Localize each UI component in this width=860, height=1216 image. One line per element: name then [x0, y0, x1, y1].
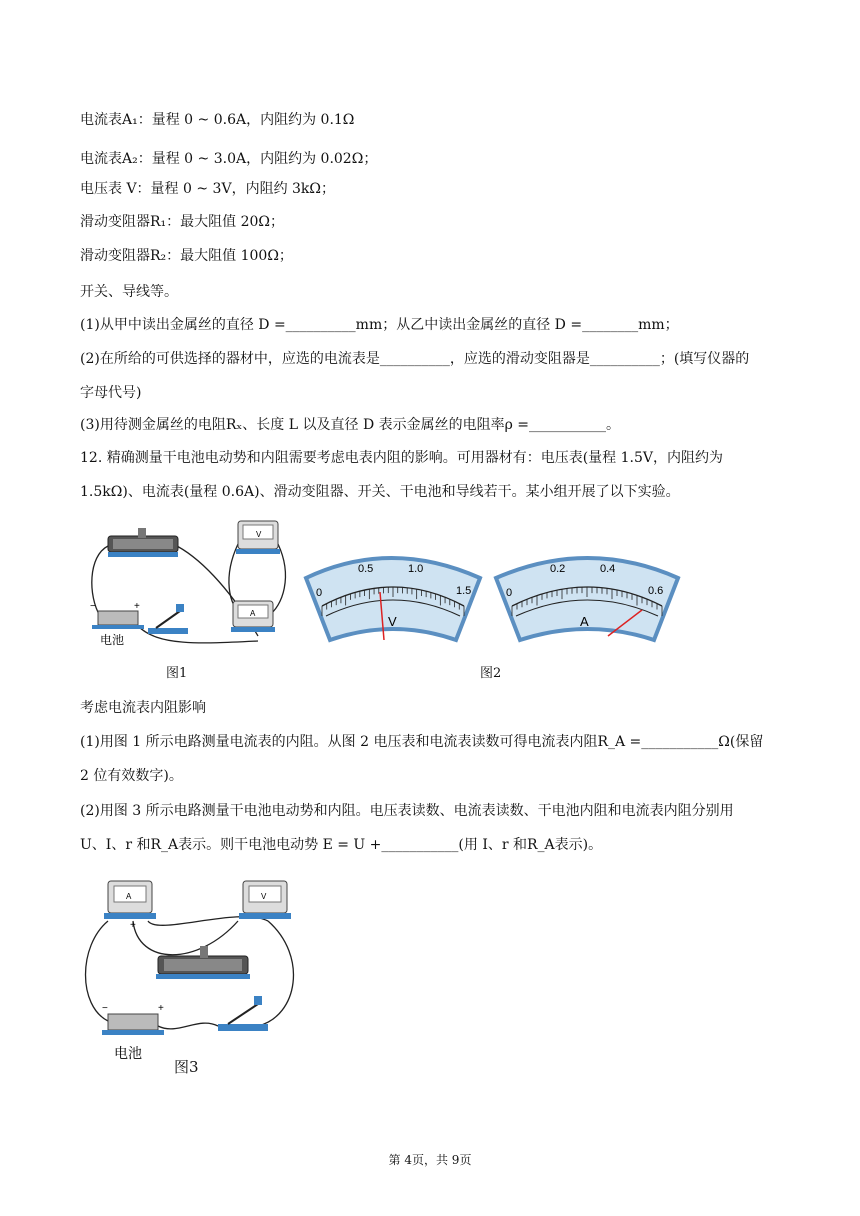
figure-1-caption: 图1 — [166, 666, 188, 681]
voltmeter-unit: V — [388, 614, 397, 629]
question-1: (1)从甲中读出金属丝的直径 D =__________mm；从乙中读出金属丝的直径 D =________mm； — [80, 317, 679, 333]
fig3-voltmeter-face: V — [261, 892, 267, 901]
sub-question-2-line1: (2)用图 3 所示电路测量干电池电动势和内阻。电压表读数、电流表读数、干电池内阻和电流表内阻分别用 — [80, 803, 734, 819]
figure-3-circuit — [78, 876, 308, 1076]
figure-1-circuit — [78, 516, 298, 656]
text-line-rheostat-r2: 滑动变阻器R₂：最大阻值 100Ω； — [80, 248, 293, 264]
figure-3-caption: 图3 — [174, 1058, 199, 1076]
fig3-battery-label: 电池 — [114, 1045, 142, 1061]
ammeter-tick-0.2: 0.2 — [550, 563, 566, 575]
text-line-switch: 开关、导线等。 — [80, 284, 178, 300]
question-2-line1: (2)在所给的可供选择的器材中，应选的电流表是__________，应选的滑动变阻器是__________；(填写仪器的 — [80, 351, 750, 367]
question-2-line2: 字母代号) — [80, 385, 142, 401]
consider-heading: 考虑电流表内阻影响 — [80, 700, 206, 716]
figure-2-caption: 图2 — [480, 666, 502, 681]
ammeter-unit: A — [580, 614, 589, 629]
fig3-ammeter-plus: + — [130, 920, 136, 931]
fig1-ammeter-face: A — [250, 609, 256, 618]
text-line-ammeter-a2: 电流表A₂：量程 0 ~ 3.0A，内阻约为 0.02Ω； — [80, 151, 378, 167]
sub-question-1-line2: 2 位有效数字)。 — [80, 768, 183, 784]
problem-12-line2: 1.5kΩ)、电流表(量程 0.6A)、滑动变阻器、开关、干电池和导线若干。某小组开展了以下实验。 — [80, 484, 680, 500]
page-footer: 第 4页，共 9页 — [388, 1153, 472, 1167]
fig3-ammeter-face: A — [126, 892, 132, 901]
fig3-battery-plus: + — [158, 1003, 164, 1014]
ammeter-tick-0.6: 0.6 — [648, 585, 664, 597]
question-3: (3)用待测金属丝的电阻Rₓ、长度 L 以及直径 D 表示金属丝的电阻率ρ =___________。 — [80, 417, 621, 433]
text-line-ammeter-a1: 电流表A₁：量程 0 ~ 0.6A，内阻约为 0.1Ω — [80, 112, 355, 128]
ammeter-tick-0: 0 — [506, 587, 513, 599]
fig1-battery-plus: + — [134, 601, 140, 612]
fig1-voltmeter-face: V — [256, 530, 262, 539]
problem-12-line1: 12. 精确测量干电池电动势和内阻需要考虑电表内阻的影响。可用器材有：电压表(量程 1.5V，内阻约为 — [80, 450, 723, 466]
voltmeter-tick-0.5: 0.5 — [358, 563, 374, 575]
ammeter-tick-0.4: 0.4 — [600, 563, 616, 575]
voltmeter-tick-1.0: 1.0 — [408, 563, 424, 575]
fig1-battery-minus: − — [90, 601, 96, 612]
fig1-battery-label: 电池 — [100, 633, 125, 647]
text-line-rheostat-r1: 滑动变阻器R₁：最大阻值 20Ω； — [80, 214, 285, 230]
sub-question-1-line1: (1)用图 1 所示电路测量电流表的内阻。从图 2 电压表和电流表读数可得电流表内阻R_A =___________Ω(保留 — [80, 734, 764, 750]
text-line-voltmeter: 电压表 V：量程 0 ~ 3V，内阻约 3kΩ； — [80, 181, 336, 197]
fig3-battery-minus: − — [102, 1003, 108, 1014]
voltmeter-tick-0: 0 — [316, 587, 323, 599]
voltmeter-tick-1.5: 1.5 — [456, 585, 472, 597]
sub-question-2-line2: U、I、r 和R_A表示。则干电池电动势 E = U +___________(用 I、r 和R_A表示)。 — [80, 837, 603, 853]
figure-2-meters — [298, 548, 690, 648]
